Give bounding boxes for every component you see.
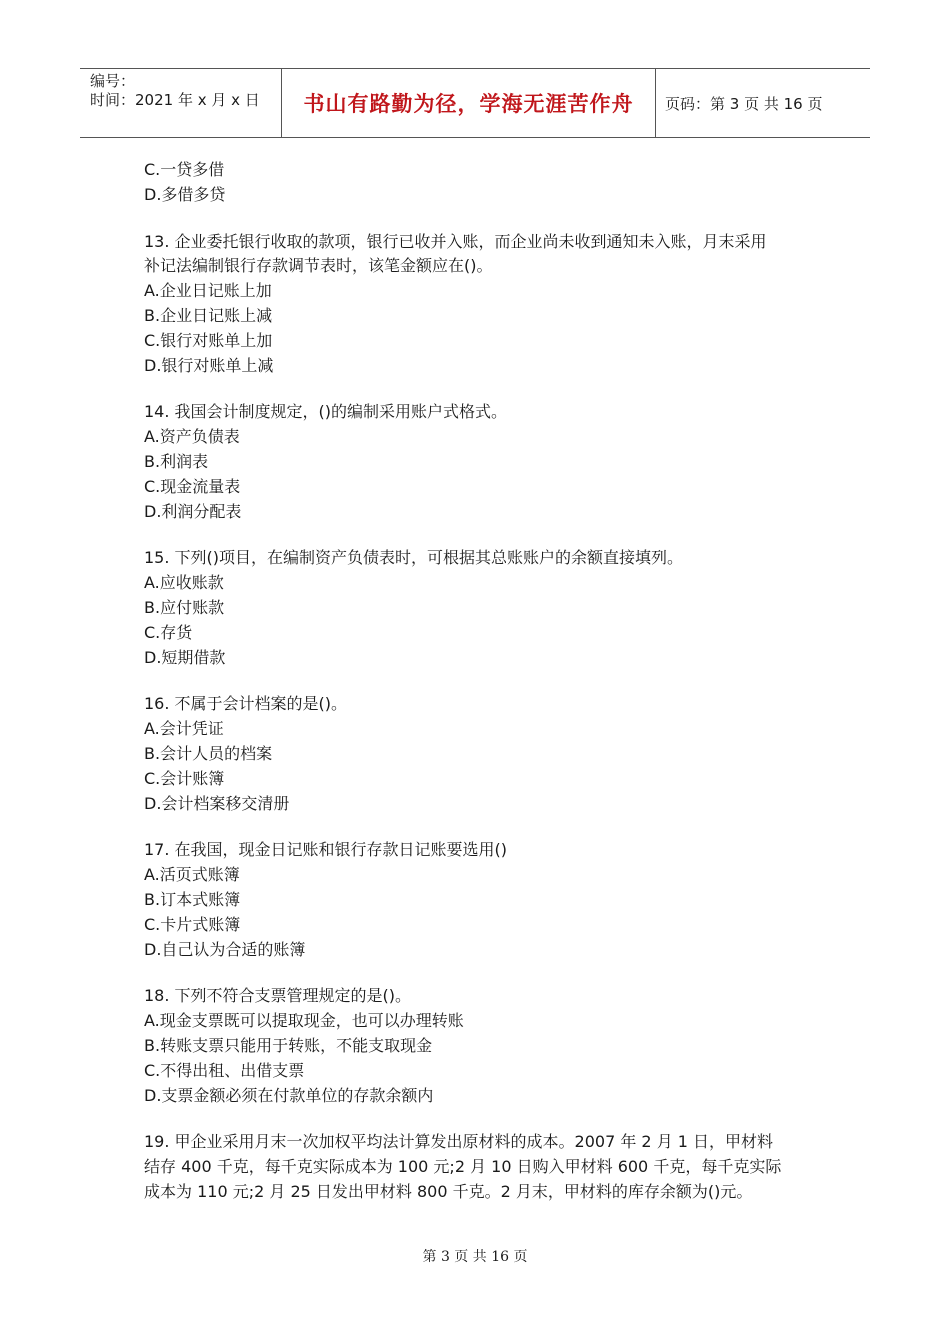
question-text: 18. 下列不符合支票管理规定的是()。	[144, 986, 412, 1006]
block-gap	[144, 524, 844, 546]
question-block	[144, 1130, 844, 1204]
block-gap	[144, 1108, 844, 1130]
question-text: 成本为 110 元;2 月 25 日发出甲材料 800 千克。2 月末，甲材料的库存余额为()元。	[144, 1181, 753, 1201]
answer-option: A.会计凭证	[144, 719, 224, 739]
answer-option: D.自己认为合适的账簿	[144, 939, 306, 959]
question-text: 13. 企业委托银行收取的款项，银行已收并入账，而企业尚未收到通知未入账，月末采用	[144, 231, 767, 251]
question-list	[144, 158, 844, 1205]
answer-option: B.订本式账簿	[144, 889, 241, 909]
date-label: 时间：2021 年 x 月 x 日	[90, 91, 260, 109]
document-number-label: 编号：	[90, 72, 136, 90]
question-text: 15. 下列()项目，在编制资产负债表时，可根据其总账账户的余额直接填列。	[144, 548, 684, 568]
answer-option: A.应收账款	[144, 573, 224, 593]
header-motto-cell	[281, 69, 656, 137]
answer-option: B.转账支票只能用于转账，不能支取现金	[144, 1035, 433, 1055]
block-gap	[144, 208, 844, 230]
question-text: 补记法编制银行存款调节表时，该笔金额应在()。	[144, 256, 493, 276]
question-block	[144, 546, 844, 670]
block-gap	[144, 378, 844, 400]
question-block	[144, 984, 844, 1108]
page-header	[80, 68, 870, 138]
answer-option: C.会计账簿	[144, 768, 225, 788]
answer-option: B.企业日记账上减	[144, 305, 273, 325]
header-page-info: 页码：第 3 页 共 16 页	[665, 94, 823, 113]
answer-option: B.会计人员的档案	[144, 743, 273, 763]
answer-option: C.不得出租、出借支票	[144, 1060, 305, 1080]
answer-option: C.现金流量表	[144, 476, 241, 496]
question-block	[144, 692, 844, 816]
answer-option: D.会计档案移交清册	[144, 793, 290, 813]
answer-option: A.现金支票既可以提取现金，也可以办理转账	[144, 1011, 464, 1031]
question-text: 19. 甲企业采用月末一次加权平均法计算发出原材料的成本。2007 年 2 月 1 日，甲材料	[144, 1132, 774, 1152]
answer-option: A.活页式账簿	[144, 865, 240, 885]
block-gap	[144, 962, 844, 984]
answer-option: D.多借多贷	[144, 184, 226, 204]
block-gap	[144, 816, 844, 838]
question-block	[144, 230, 844, 379]
question-text: 14. 我国会计制度规定，()的编制采用账户式格式。	[144, 402, 508, 422]
header-meta	[80, 69, 280, 137]
answer-option: A.资产负债表	[144, 427, 240, 447]
question-block	[144, 158, 844, 208]
block-gap	[144, 670, 844, 692]
answer-option: B.应付账款	[144, 597, 225, 617]
answer-option: C.卡片式账簿	[144, 914, 241, 934]
answer-option: D.利润分配表	[144, 501, 242, 521]
answer-option: C.一贷多借	[144, 160, 225, 179]
question-text: 结存 400 千克，每千克实际成本为 100 元;2 月 10 日购入甲材料 600 千克，每千克实际	[144, 1157, 782, 1177]
answer-option: D.银行对账单上减	[144, 355, 274, 375]
answer-option: D.短期借款	[144, 647, 226, 667]
question-block	[144, 400, 844, 524]
answer-option: C.存货	[144, 622, 193, 642]
page-footer: 第 3 页 共 16 页	[422, 1249, 528, 1265]
question-text: 16. 不属于会计档案的是()。	[144, 694, 348, 714]
answer-option: C.银行对账单上加	[144, 330, 273, 350]
question-text: 17. 在我国，现金日记账和银行存款日记账要选用()	[144, 840, 508, 860]
answer-option: B.利润表	[144, 451, 209, 471]
header-motto: 书山有路勤为径，学海无涯苦作舟	[303, 91, 634, 116]
question-block	[144, 838, 844, 962]
header-page-cell	[655, 69, 870, 137]
answer-option: A.企业日记账上加	[144, 281, 272, 301]
answer-option: D.支票金额必须在付款单位的存款余额内	[144, 1085, 434, 1105]
